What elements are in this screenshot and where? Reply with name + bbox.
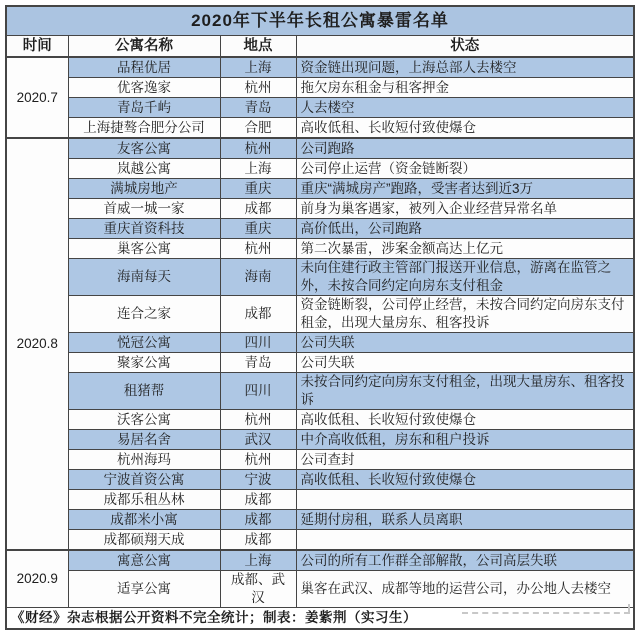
location-cell: 重庆 — [220, 219, 296, 239]
status-cell: 高价低出，公司跑路 — [296, 219, 634, 239]
table-row — [6, 470, 634, 490]
apartment-failure-table — [5, 5, 635, 630]
name-cell: 适享公寓 — [68, 571, 220, 608]
status-cell — [296, 530, 634, 551]
table-row — [6, 550, 634, 571]
status-cell: 中介高收低租，房东和租户投诉 — [296, 430, 634, 450]
location-cell: 上海 — [220, 159, 296, 179]
table-row — [6, 490, 634, 510]
status-cell: 公司的所有工作群全部解散，公司高层失联 — [296, 550, 634, 571]
column-header-status: 状态 — [296, 36, 634, 58]
table-row — [6, 239, 634, 259]
location-cell: 成都 — [220, 530, 296, 551]
status-cell — [296, 490, 634, 510]
name-cell: 首威一城一家 — [68, 199, 220, 219]
time-group-cell: 2020.8 — [6, 138, 68, 550]
status-cell: 高收低租、长收短付致使爆仓 — [296, 410, 634, 430]
location-cell: 上海 — [220, 550, 296, 571]
name-cell: 品程优居 — [68, 57, 220, 78]
location-cell: 合肥 — [220, 118, 296, 139]
column-header-apartment-name: 公寓名称 — [68, 36, 220, 58]
location-cell: 海南 — [220, 259, 296, 296]
location-cell: 武汉 — [220, 430, 296, 450]
name-cell: 海南每天 — [68, 259, 220, 296]
status-cell: 巢客在武汉、成都等地的运营公司，办公地人去楼空 — [296, 571, 634, 608]
table-row — [6, 259, 634, 296]
location-cell: 四川 — [220, 333, 296, 353]
name-cell: 易居名舍 — [68, 430, 220, 450]
name-cell: 优客逸家 — [68, 78, 220, 98]
location-cell: 成都 — [220, 510, 296, 530]
table-row — [6, 530, 634, 551]
status-cell: 重庆“满城房产”跑路，受害者达到近3万 — [296, 179, 634, 199]
table-footnote: 《财经》杂志根据公开资料不完全统计；制表：姜紫荆（实习生） — [6, 608, 634, 630]
name-cell: 重庆首资科技 — [68, 219, 220, 239]
status-cell: 公司失联 — [296, 353, 634, 373]
name-cell: 悦冠公寓 — [68, 333, 220, 353]
status-cell: 资金链断裂，公司停止经营，未按合同约定向房东支付租金，出现大量房东、租客投诉 — [296, 296, 634, 333]
name-cell: 岚越公寓 — [68, 159, 220, 179]
time-group-cell: 2020.9 — [6, 550, 68, 608]
table-row — [6, 373, 634, 410]
table-row — [6, 98, 634, 118]
page — [5, 5, 635, 630]
name-cell: 杭州海玛 — [68, 450, 220, 470]
footnote-row — [6, 608, 634, 630]
table-row — [6, 410, 634, 430]
location-cell: 青岛 — [220, 98, 296, 118]
watermark-tick-mark — [628, 604, 630, 614]
name-cell: 沃客公寓 — [68, 410, 220, 430]
status-cell: 公司跑路 — [296, 138, 634, 159]
name-cell: 青岛千屿 — [68, 98, 220, 118]
status-cell: 高收低租、长收短付致使爆仓 — [296, 118, 634, 139]
table-title: 2020年下半年长租公寓暴雷名单 — [6, 6, 634, 36]
table-row — [6, 333, 634, 353]
header-row — [6, 36, 634, 58]
name-cell: 上海捷骜合肥分公司 — [68, 118, 220, 139]
status-cell: 人去楼空 — [296, 98, 634, 118]
name-cell: 成都米小寓 — [68, 510, 220, 530]
table-row — [6, 138, 634, 159]
table-row — [6, 57, 634, 78]
table-row — [6, 510, 634, 530]
status-cell: 公司失联 — [296, 333, 634, 353]
location-cell: 杭州 — [220, 78, 296, 98]
status-cell: 资金链出现问题，上海总部人去楼空 — [296, 57, 634, 78]
table-row — [6, 199, 634, 219]
location-cell: 四川 — [220, 373, 296, 410]
name-cell: 聚家公寓 — [68, 353, 220, 373]
location-cell: 重庆 — [220, 179, 296, 199]
location-cell: 杭州 — [220, 410, 296, 430]
name-cell: 满城房地产 — [68, 179, 220, 199]
location-cell: 成都 — [220, 199, 296, 219]
location-cell: 杭州 — [220, 450, 296, 470]
time-group-cell: 2020.7 — [6, 57, 68, 138]
table-row — [6, 118, 634, 139]
status-cell: 未向住建行政主管部门报送开业信息，游离在监管之外，未按合同约定向房东支付租金 — [296, 259, 634, 296]
name-cell: 友客公寓 — [68, 138, 220, 159]
status-cell: 拖欠房东租金与租客押金 — [296, 78, 634, 98]
status-cell: 未按合同约定向房东支付租金，出现大量房东、租客投诉 — [296, 373, 634, 410]
table-row — [6, 159, 634, 179]
name-cell: 连合之家 — [68, 296, 220, 333]
status-cell: 公司停止运营（资金链断裂） — [296, 159, 634, 179]
column-header-time: 时间 — [6, 36, 68, 58]
location-cell: 成都 — [220, 490, 296, 510]
location-cell: 杭州 — [220, 138, 296, 159]
status-cell: 第二次暴雷，涉案金额高达上亿元 — [296, 239, 634, 259]
name-cell: 宁波首资公寓 — [68, 470, 220, 490]
status-cell: 高收低租、长收短付致使爆仓 — [296, 470, 634, 490]
name-cell: 成都乐租丛林 — [68, 490, 220, 510]
table-row — [6, 179, 634, 199]
status-cell: 前身为巢客遇家，被列入企业经营异常名单 — [296, 199, 634, 219]
table-row — [6, 296, 634, 333]
location-cell: 成都、武汉 — [220, 571, 296, 608]
title-row — [6, 6, 634, 36]
table-row — [6, 353, 634, 373]
name-cell: 成都硕翔天成 — [68, 530, 220, 551]
table-body — [6, 57, 634, 608]
watermark-dashed-line — [462, 612, 630, 614]
table-row — [6, 219, 634, 239]
column-header-location: 地点 — [220, 36, 296, 58]
name-cell: 寓意公寓 — [68, 550, 220, 571]
status-cell: 延期付房租，联系人员离职 — [296, 510, 634, 530]
location-cell: 宁波 — [220, 470, 296, 490]
table-row — [6, 450, 634, 470]
name-cell: 巢客公寓 — [68, 239, 220, 259]
table-row — [6, 78, 634, 98]
location-cell: 成都 — [220, 296, 296, 333]
status-cell: 公司查封 — [296, 450, 634, 470]
location-cell: 上海 — [220, 57, 296, 78]
location-cell: 青岛 — [220, 353, 296, 373]
name-cell: 租猪帮 — [68, 373, 220, 410]
location-cell: 杭州 — [220, 239, 296, 259]
table-row — [6, 430, 634, 450]
table-row — [6, 571, 634, 608]
